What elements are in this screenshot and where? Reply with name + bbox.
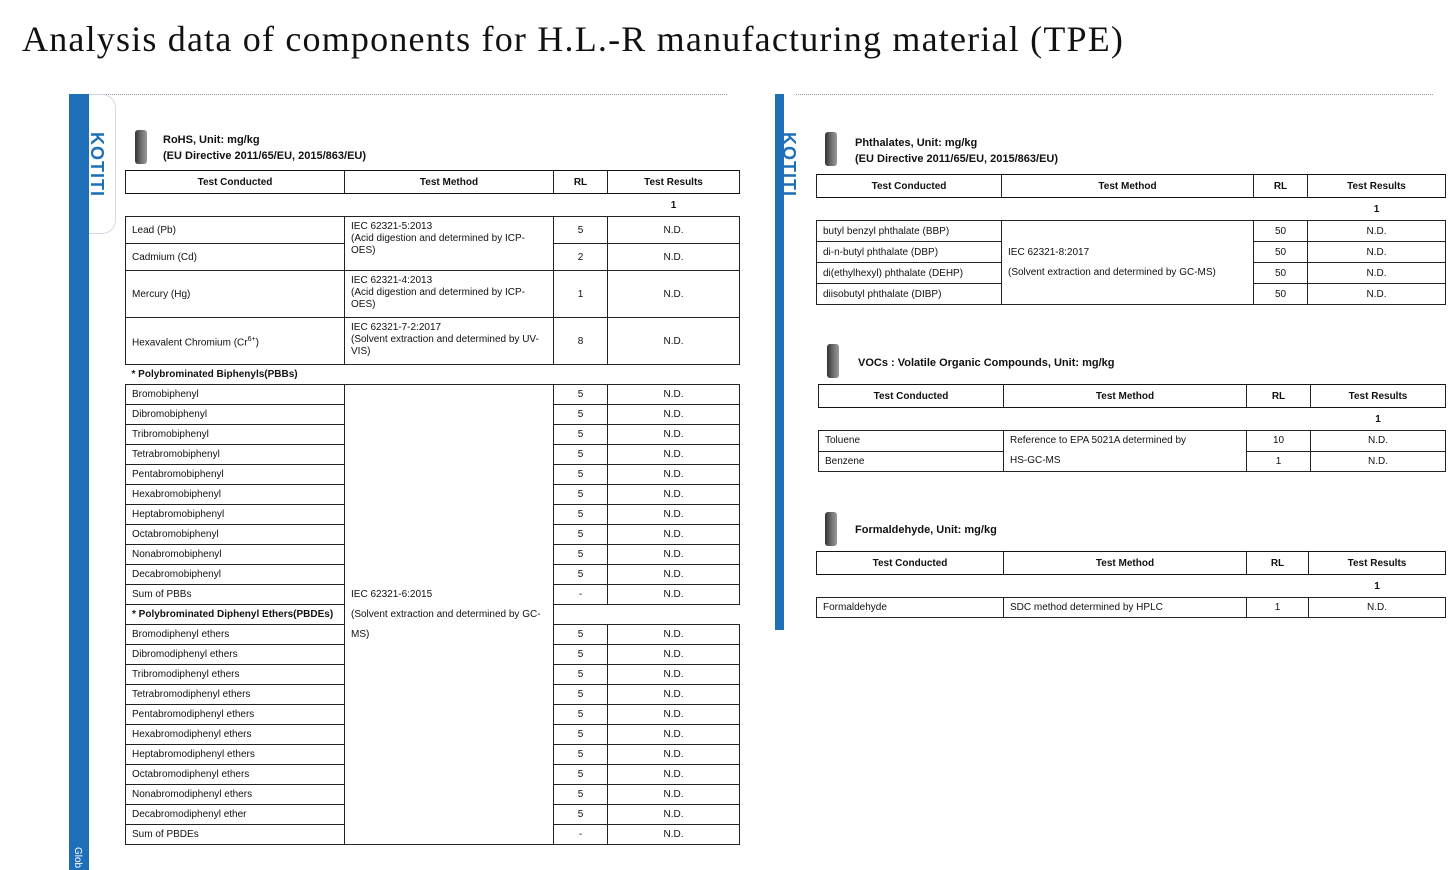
phthalates-voc-report-panel: [775, 94, 1447, 634]
col-header-test-conducted: Test Conducted: [817, 175, 1002, 198]
test-result: N.D.: [608, 625, 740, 645]
substance-name: Mercury (Hg): [126, 271, 345, 318]
formaldehyde-row: [817, 598, 1446, 618]
col-header-test-method: Test Method: [345, 171, 554, 194]
blank-cell: [1254, 198, 1308, 221]
blank-cell: [345, 194, 554, 217]
rl-value: 10: [1247, 431, 1311, 452]
col-header-test-method: Test Method: [1004, 385, 1247, 408]
substance-name: Bromodiphenyl ethers: [126, 625, 345, 645]
substance-name: butyl benzyl phthalate (BBP): [817, 221, 1002, 242]
pbde-group-heading: * Polybrominated Diphenyl Ethers(PBDEs): [126, 605, 345, 625]
sample-number-row: [817, 575, 1446, 598]
substance-name: Toluene: [819, 431, 1004, 452]
substance-name: di(ethylhexyl) phthalate (DEHP): [817, 263, 1002, 284]
blank-cell: [608, 605, 740, 625]
vocs-results-table: [818, 384, 1446, 472]
rl-value: -: [554, 825, 608, 845]
test-result: N.D.: [1308, 284, 1446, 305]
test-result: N.D.: [608, 385, 740, 405]
substance-name: Heptabromobiphenyl: [126, 505, 345, 525]
blank-cell: [1247, 575, 1309, 598]
test-method: IEC 62321-4:2013 (Acid digestion and determined by ICP-OES): [345, 271, 554, 318]
test-method: Reference to EPA 5021A determined by HS-GC-MS: [1004, 431, 1247, 472]
test-result: N.D.: [608, 705, 740, 725]
substance-name: di-n-butyl phthalate (DBP): [817, 242, 1002, 263]
rl-value: 5: [554, 705, 608, 725]
col-header-test-results: Test Results: [1311, 385, 1446, 408]
test-result: N.D.: [608, 525, 740, 545]
blank-cell: [817, 575, 1004, 598]
rl-value: 5: [554, 725, 608, 745]
rl-value: 1: [1247, 598, 1309, 618]
col-header-rl: RL: [554, 171, 608, 194]
rl-value: 5: [554, 525, 608, 545]
rl-value: 50: [1254, 263, 1308, 284]
col-header-test-conducted: Test Conducted: [126, 171, 345, 194]
substance-name: Nonabromobiphenyl: [126, 545, 345, 565]
formaldehyde-section-title: Formaldehyde, Unit: mg/kg: [855, 524, 997, 536]
rl-value: 5: [554, 645, 608, 665]
blank-cell: [554, 194, 608, 217]
rl-value: 5: [554, 425, 608, 445]
test-result: N.D.: [1308, 221, 1446, 242]
vocs-section-title: VOCs : Volatile Organic Compounds, Unit: mg/kg: [858, 357, 1115, 369]
sample-number: 1: [1311, 408, 1446, 431]
sample-number-row: [126, 194, 740, 217]
rl-value: 1: [1247, 451, 1311, 472]
test-result: N.D.: [608, 485, 740, 505]
kotiti-logo: KOTITI: [87, 132, 107, 197]
test-result: N.D.: [1308, 263, 1446, 284]
substance-name: Nonabromodiphenyl ethers: [126, 785, 345, 805]
section-marker-icon: [135, 130, 147, 164]
test-result: N.D.: [1311, 451, 1446, 472]
kotiti-logo: KOTITI: [779, 132, 799, 197]
substance-name: Lead (Pb): [126, 217, 345, 244]
col-header-test-conducted: Test Conducted: [817, 552, 1004, 575]
test-result: N.D.: [608, 318, 740, 365]
substance-name: Octabromobiphenyl: [126, 525, 345, 545]
rl-value: 5: [554, 685, 608, 705]
test-result: N.D.: [608, 425, 740, 445]
sample-number: 1: [1308, 198, 1446, 221]
section-marker-icon: [825, 132, 837, 166]
test-method: IEC 62321-5:2013 (Acid digestion and determined by ICP-OES): [345, 217, 554, 271]
test-result: N.D.: [608, 217, 740, 244]
substance-name: Bromobiphenyl: [126, 385, 345, 405]
test-result: N.D.: [608, 271, 740, 318]
rl-value: 5: [554, 545, 608, 565]
rl-value: 50: [1254, 221, 1308, 242]
substance-name: Octabromodiphenyl ethers: [126, 765, 345, 785]
phthalates-results-table: [816, 174, 1446, 305]
table-header-row: [126, 171, 740, 194]
substance-name: Sum of PBBs: [126, 585, 345, 605]
pbb-row: [126, 385, 740, 405]
rl-value: 50: [1254, 242, 1308, 263]
metal-row: [126, 217, 740, 244]
blank-cell: [554, 605, 608, 625]
substance-name: Decabromobiphenyl: [126, 565, 345, 585]
sample-number: 1: [1309, 575, 1446, 598]
test-result: N.D.: [608, 785, 740, 805]
rl-value: 5: [554, 385, 608, 405]
col-header-test-method: Test Method: [1004, 552, 1247, 575]
rl-value: 5: [554, 805, 608, 825]
blank-cell: [1004, 575, 1247, 598]
rl-value: 5: [554, 217, 608, 244]
test-result: N.D.: [1309, 598, 1446, 618]
test-result: N.D.: [608, 505, 740, 525]
rl-value: 5: [554, 565, 608, 585]
test-result: N.D.: [608, 765, 740, 785]
test-result: N.D.: [608, 685, 740, 705]
substance-name: Heptabromodiphenyl ethers: [126, 745, 345, 765]
rl-value: 5: [554, 625, 608, 645]
test-result: N.D.: [608, 805, 740, 825]
substance-name: Formaldehyde: [817, 598, 1004, 618]
rl-value: 5: [554, 665, 608, 685]
blank-cell: [1002, 198, 1254, 221]
phthalate-row: [817, 221, 1446, 242]
test-result: N.D.: [1308, 242, 1446, 263]
col-header-rl: RL: [1247, 385, 1311, 408]
metal-row: [126, 318, 740, 365]
test-result: N.D.: [608, 545, 740, 565]
metal-row: [126, 271, 740, 318]
sample-number-row: [819, 408, 1446, 431]
rohs-section-title: RoHS, Unit: mg/kg (EU Directive 2011/65/EU, 2015/863/EU): [163, 134, 367, 162]
table-header-row: [819, 385, 1446, 408]
col-header-test-method: Test Method: [1002, 175, 1254, 198]
rohs-report-panel: [69, 94, 741, 870]
blank-cell: [1247, 408, 1311, 431]
rl-value: 5: [554, 445, 608, 465]
test-result: N.D.: [608, 645, 740, 665]
test-result: N.D.: [608, 725, 740, 745]
substance-name: Hexabromobiphenyl: [126, 485, 345, 505]
group-heading-row: [126, 365, 740, 385]
test-result: N.D.: [608, 244, 740, 271]
substance-name: Pentabromodiphenyl ethers: [126, 705, 345, 725]
substance-name: Decabromodiphenyl ether: [126, 805, 345, 825]
rl-value: 5: [554, 765, 608, 785]
rohs-results-table: [125, 170, 740, 845]
section-marker-icon: [827, 344, 839, 378]
blank-cell: [819, 408, 1004, 431]
rl-value: 50: [1254, 284, 1308, 305]
substance-name: Tribromobiphenyl: [126, 425, 345, 445]
col-header-test-results: Test Results: [1308, 175, 1446, 198]
substance-name: Dibromobiphenyl: [126, 405, 345, 425]
substance-name: Hexavalent Chromium $(Cr^{6+})$: [126, 318, 345, 365]
substance-name: Cadmium (Cd): [126, 244, 345, 271]
sidebar-footer-text: Glob: [72, 846, 83, 868]
col-header-rl: RL: [1254, 175, 1308, 198]
page-title: Analysis data of components for H.L.-R manufacturing material (TPE): [22, 19, 1125, 59]
header-dotted-line: [785, 94, 1433, 95]
rl-value: 5: [554, 785, 608, 805]
test-method: SDC method determined by HPLC: [1004, 598, 1247, 618]
substance-name: Tetrabromobiphenyl: [126, 445, 345, 465]
test-result: N.D.: [1311, 431, 1446, 452]
formaldehyde-results-table: [816, 551, 1446, 618]
test-method: IEC 62321-6:2015 (Solvent extraction and determined by GC-MS): [345, 385, 554, 845]
rl-value: 5: [554, 485, 608, 505]
table-header-row: [817, 552, 1446, 575]
test-result: N.D.: [608, 445, 740, 465]
blank-cell: [1004, 408, 1247, 431]
test-result: N.D.: [608, 745, 740, 765]
substance-name: Sum of PBDEs: [126, 825, 345, 845]
phthalates-section-title: Phthalates, Unit: mg/kg (EU Directive 2011/65/EU, 2015/863/EU): [855, 137, 1059, 165]
section-marker-icon: [825, 512, 837, 546]
sample-number: 1: [608, 194, 740, 217]
rl-value: -: [554, 585, 608, 605]
test-result: N.D.: [608, 585, 740, 605]
pbb-group-heading: * Polybrominated Biphenyls(PBBs): [126, 365, 740, 385]
brand-sidebar: [69, 94, 89, 870]
col-header-test-conducted: Test Conducted: [819, 385, 1004, 408]
voc-row: [819, 431, 1446, 452]
blank-cell: [817, 198, 1002, 221]
header-dotted-line: [91, 94, 727, 95]
rl-value: 5: [554, 405, 608, 425]
test-method: IEC 62321-7-2:2017 (Solvent extraction and determined by UV-VIS): [345, 318, 554, 365]
substance-name: Pentabromobiphenyl: [126, 465, 345, 485]
col-header-test-results: Test Results: [608, 171, 740, 194]
substance-name: diisobutyl phthalate (DIBP): [817, 284, 1002, 305]
substance-name: Hexabromodiphenyl ethers: [126, 725, 345, 745]
rl-value: 5: [554, 505, 608, 525]
test-result: N.D.: [608, 565, 740, 585]
substance-name: Benzene: [819, 451, 1004, 472]
substance-name: Tribromodiphenyl ethers: [126, 665, 345, 685]
col-header-rl: RL: [1247, 552, 1309, 575]
substance-name: Tetrabromodiphenyl ethers: [126, 685, 345, 705]
sample-number-row: [817, 198, 1446, 221]
table-header-row: [817, 175, 1446, 198]
substance-name: Dibromodiphenyl ethers: [126, 645, 345, 665]
rl-value: 2: [554, 244, 608, 271]
rl-value: 8: [554, 318, 608, 365]
rl-value: 5: [554, 465, 608, 485]
blank-cell: [126, 194, 345, 217]
rl-value: 1: [554, 271, 608, 318]
col-header-test-results: Test Results: [1309, 552, 1446, 575]
test-result: N.D.: [608, 825, 740, 845]
test-method: IEC 62321-8:2017 (Solvent extraction and determined by GC-MS): [1002, 221, 1254, 305]
test-result: N.D.: [608, 465, 740, 485]
rl-value: 5: [554, 745, 608, 765]
test-result: N.D.: [608, 405, 740, 425]
test-result: N.D.: [608, 665, 740, 685]
